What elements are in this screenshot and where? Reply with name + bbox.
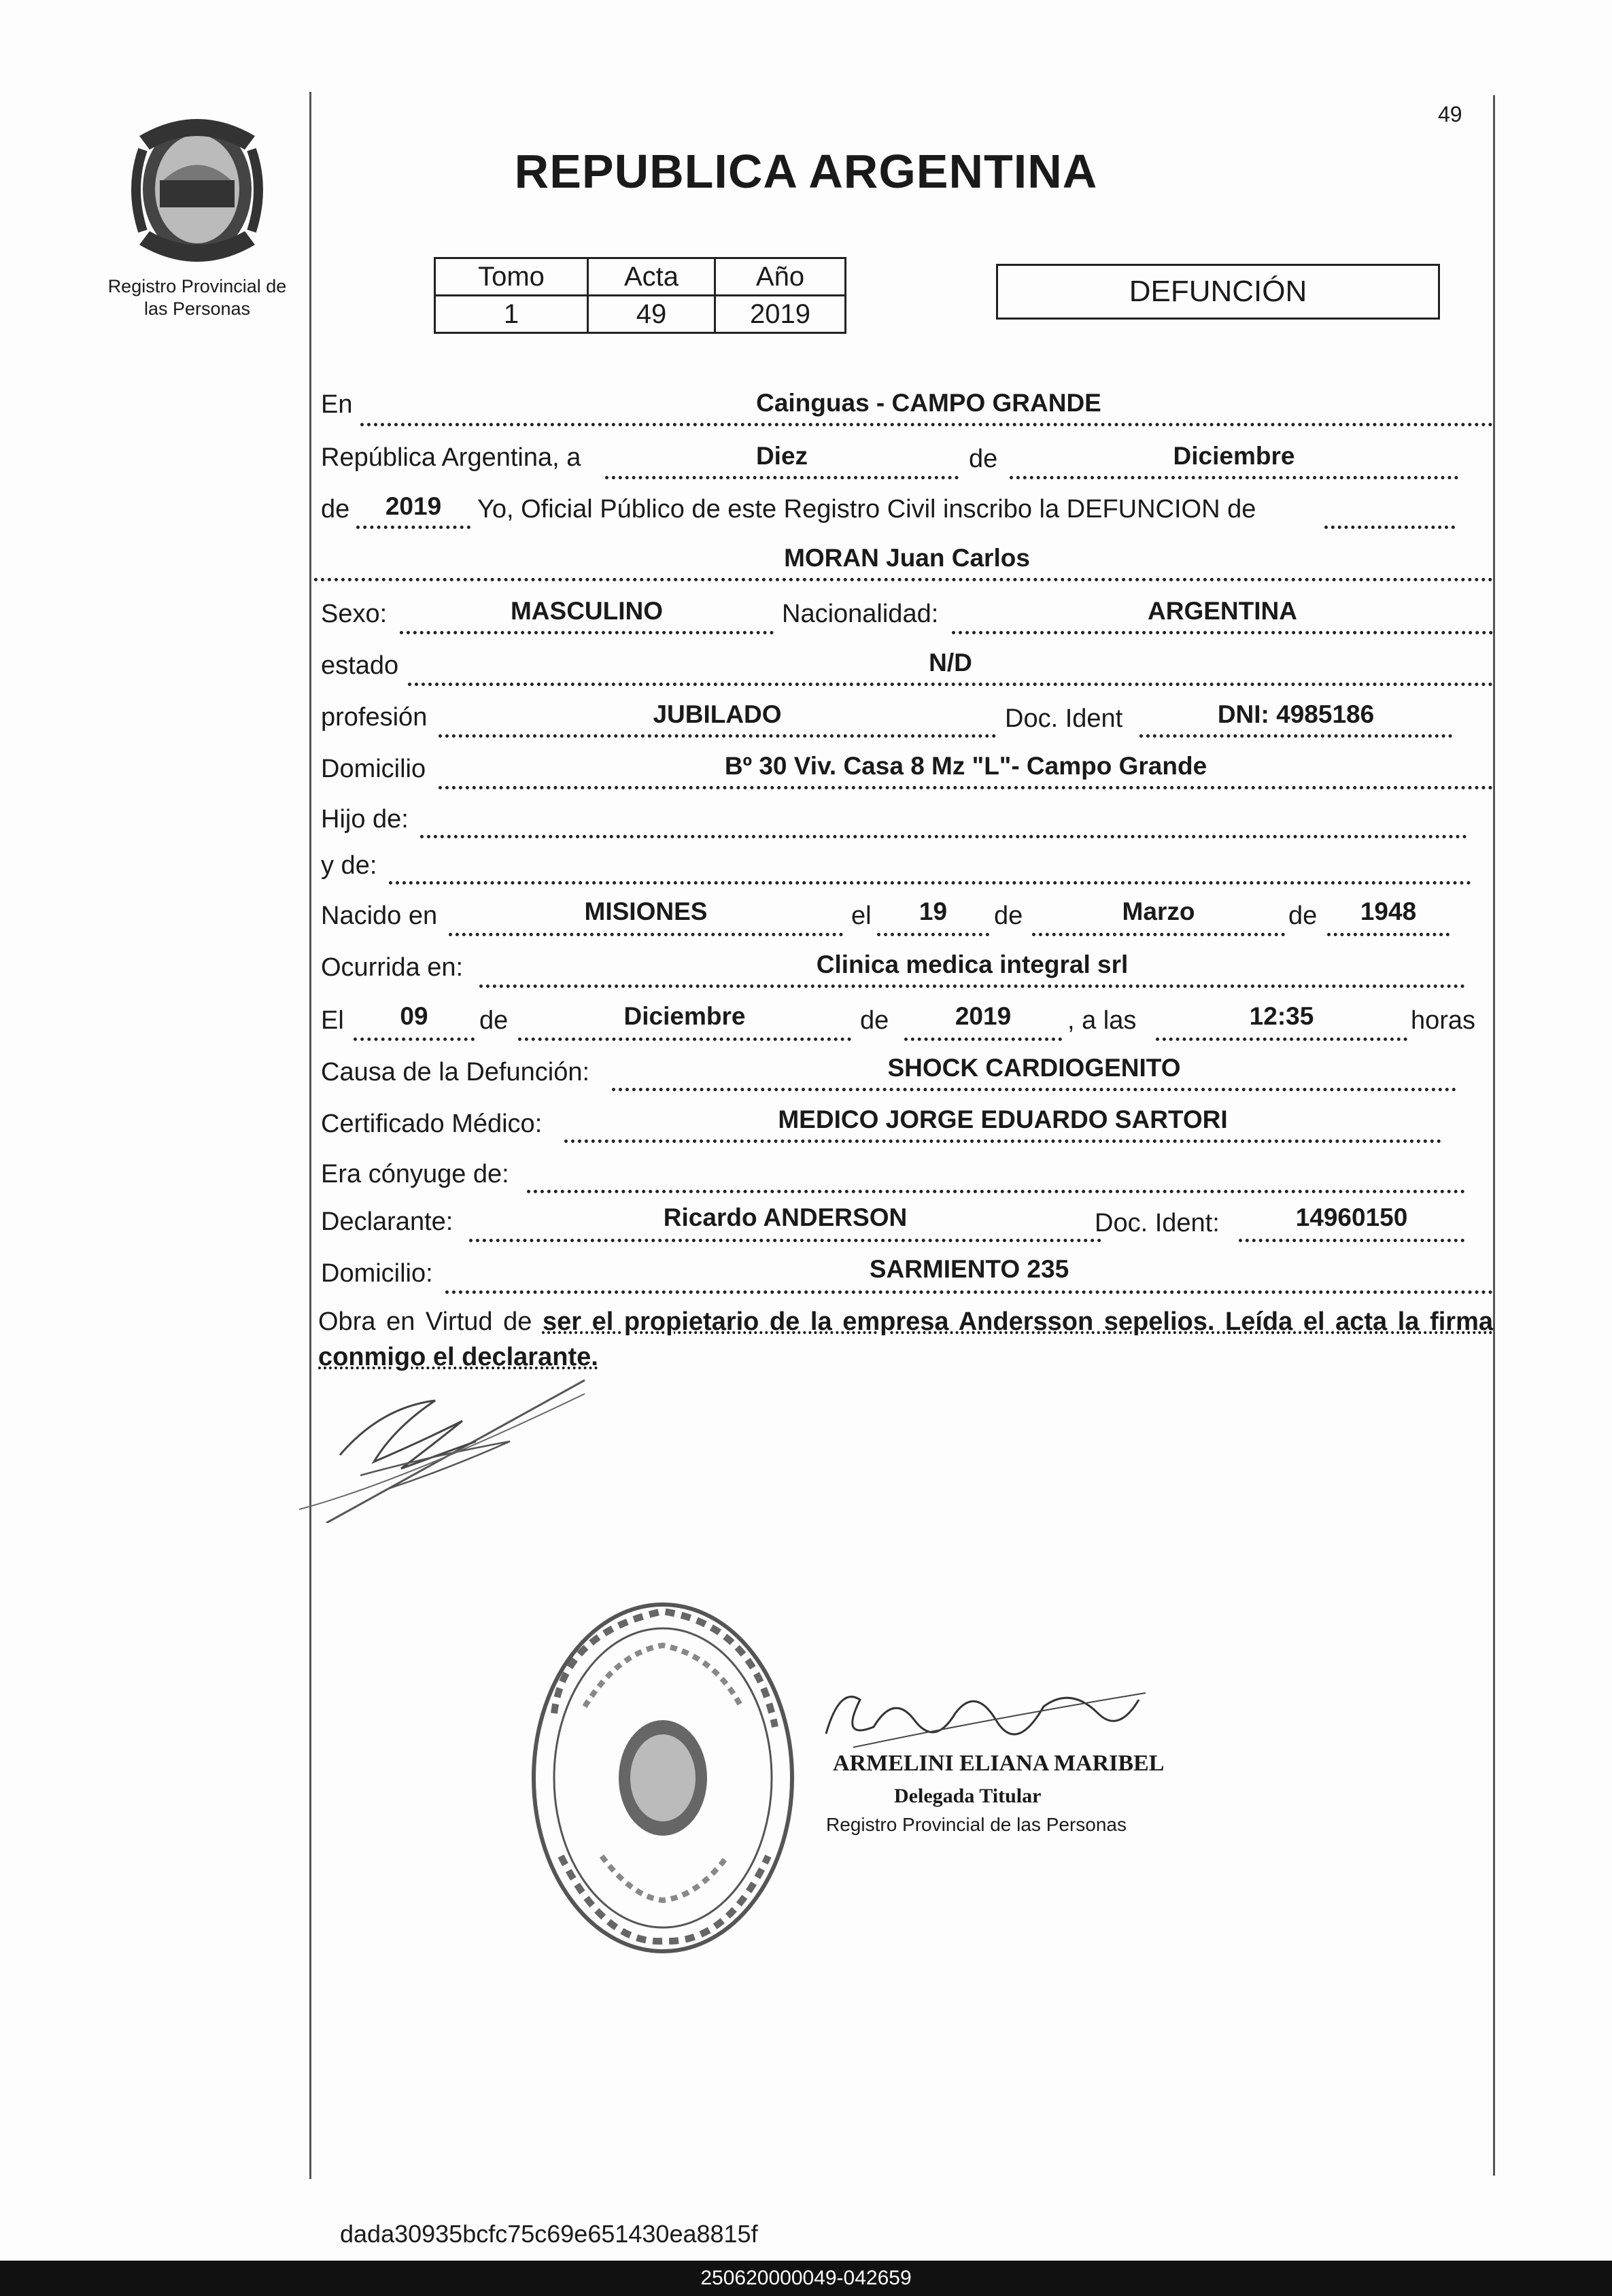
label-doc-ident: Doc. Ident <box>1005 704 1123 733</box>
label-republica: República Argentina, a <box>321 443 581 472</box>
official-role: Delegada Titular <box>894 1785 1042 1807</box>
dotted-line <box>1156 1038 1407 1041</box>
label-nacido-en: Nacido en <box>321 902 438 930</box>
label-certificado: Certificado Médico: <box>321 1110 543 1138</box>
right-margin-line <box>1493 95 1495 2176</box>
dotted-line <box>1324 526 1455 529</box>
dotted-line <box>389 881 1471 885</box>
dotted-line <box>1239 1239 1464 1242</box>
dotted-line <box>605 476 959 479</box>
page-number: 49 <box>1438 102 1462 126</box>
barcode-bar: 250620000049-042659 <box>0 2261 1612 2296</box>
field-sexo: MASCULINO <box>510 597 664 625</box>
label-domicilio: Domicilio <box>321 755 426 783</box>
acta-header: Acta <box>588 258 715 296</box>
dotted-line <box>518 1038 851 1041</box>
anio-header: Año <box>715 258 846 296</box>
dotted-line <box>360 423 1493 426</box>
field-ocurrida-en: Clinica medica integral srl <box>816 950 1129 978</box>
field-nacido-dia: 19 <box>919 897 948 925</box>
page-title: REPUBLICA ARGENTINA <box>514 145 1098 198</box>
record-table <box>434 257 846 334</box>
dotted-line <box>445 1290 1493 1294</box>
field-lugar: Cainguas - CAMPO GRANDE <box>756 389 1101 417</box>
field-muerte-hora: 12:35 <box>1249 1002 1314 1030</box>
label-y-de: y de: <box>321 851 377 880</box>
label-estado: estado <box>321 651 399 680</box>
official-org: Registro Provincial de las Personas <box>826 1814 1127 1835</box>
tomo-header: Tomo <box>435 258 588 296</box>
label-de: de <box>479 1006 509 1035</box>
label-yo-oficial: Yo, Oficial Público de este Registro Civil inscribo la DEFUNCION de <box>477 495 1256 524</box>
label-de: de <box>969 445 998 473</box>
dotted-line <box>1139 734 1452 738</box>
dotted-line <box>439 786 1493 789</box>
registry-seal-icon <box>524 1591 802 1958</box>
label-en: En <box>321 390 353 419</box>
declarant-signature-icon <box>299 1367 707 1523</box>
dotted-line <box>1032 933 1285 936</box>
label-profesion: profesión <box>321 703 428 732</box>
field-muerte-dia: 09 <box>400 1002 428 1030</box>
document-type-box: DEFUNCIÓN <box>996 264 1440 320</box>
label-declarante: Declarante: <box>321 1207 453 1236</box>
official-name: ARMELINI ELIANA MARIBEL <box>833 1751 1165 1776</box>
dotted-line <box>564 1140 1441 1143</box>
dotted-line <box>952 631 1493 634</box>
label-horas: horas <box>1411 1006 1476 1035</box>
obra-en-virtud-paragraph <box>318 1304 1493 1375</box>
dotted-line <box>612 1088 1456 1091</box>
dotted-line <box>904 1038 1062 1041</box>
acta-value: 49 <box>588 296 715 333</box>
field-nacido-en: MISIONES <box>584 897 708 925</box>
field-nombre: MORAN Juan Carlos <box>784 544 1030 572</box>
label-el: el <box>851 902 872 930</box>
label-de: de <box>321 495 350 524</box>
field-certificado: MEDICO JORGE EDUARDO SARTORI <box>778 1106 1228 1133</box>
field-declarante: Ricardo ANDERSON <box>663 1203 908 1231</box>
dotted-line <box>527 1190 1465 1193</box>
label-nacionalidad: Nacionalidad: <box>782 600 939 628</box>
label-obra: Obra en Virtud de <box>318 1307 532 1336</box>
label-de: de <box>860 1006 889 1035</box>
field-estado: N/D <box>929 649 972 676</box>
label-doc-ident-declarante: Doc. Ident: <box>1095 1209 1220 1237</box>
field-mes: Diciembre <box>1173 442 1295 470</box>
dotted-line <box>400 631 774 634</box>
dotted-line <box>877 933 989 936</box>
tomo-value: 1 <box>435 296 588 333</box>
label-hijo-de: Hijo de: <box>321 805 409 834</box>
field-muerte-anio: 2019 <box>955 1002 1012 1030</box>
dotted-line <box>354 1038 475 1041</box>
left-margin-line <box>309 92 311 2179</box>
field-declarante-doc: 14960150 <box>1295 1203 1408 1231</box>
field-domicilio: Bº 30 Viv. Casa 8 Mz "L"- Campo Grande <box>724 752 1207 780</box>
field-dia: Diez <box>755 442 808 470</box>
label-a-las: , a las <box>1067 1006 1137 1035</box>
document-hash: dada30935bcfc75c69e651430ea8815f <box>340 2220 758 2248</box>
field-nacionalidad: ARGENTINA <box>1148 597 1297 625</box>
dotted-line <box>479 984 1465 988</box>
field-declarante-domicilio: SARMIENTO 235 <box>869 1255 1069 1283</box>
label-domicilio-declarante: Domicilio: <box>321 1259 433 1288</box>
field-muerte-mes: Diciembre <box>623 1002 746 1030</box>
field-nacido-anio: 1948 <box>1360 897 1417 925</box>
field-nacido-mes: Marzo <box>1122 897 1195 925</box>
label-de: de <box>994 902 1023 930</box>
field-anio: 2019 <box>385 492 442 520</box>
registry-label: Registro Provincial de las Personas <box>107 276 287 319</box>
dotted-line <box>1327 933 1450 936</box>
dotted-line <box>420 835 1467 838</box>
dotted-line <box>439 734 996 738</box>
dotted-line <box>469 1239 1101 1242</box>
label-conyuge: Era cónyuge de: <box>321 1160 509 1188</box>
field-profesion: JUBILADO <box>653 700 782 728</box>
label-sexo: Sexo: <box>321 600 388 628</box>
field-doc-ident: DNI: 4985186 <box>1217 700 1375 728</box>
dotted-line <box>449 933 843 936</box>
anio-value: 2019 <box>715 296 846 333</box>
label-ocurrida-en: Ocurrida en: <box>321 953 464 982</box>
label-el-cap: El <box>321 1006 344 1035</box>
field-causa: SHOCK CARDIOGENITO <box>887 1054 1181 1082</box>
dotted-line <box>1010 476 1458 479</box>
dotted-line <box>356 526 470 529</box>
label-de: de <box>1288 902 1318 930</box>
field-obra-texto: ser el propietario de la empresa Andersson sepelios. Leída el acta la firma conmigo el declarante. <box>318 1307 1493 1371</box>
dotted-line <box>314 578 1493 581</box>
label-causa: Causa de la Defunción: <box>321 1058 590 1086</box>
dotted-line <box>408 683 1493 686</box>
